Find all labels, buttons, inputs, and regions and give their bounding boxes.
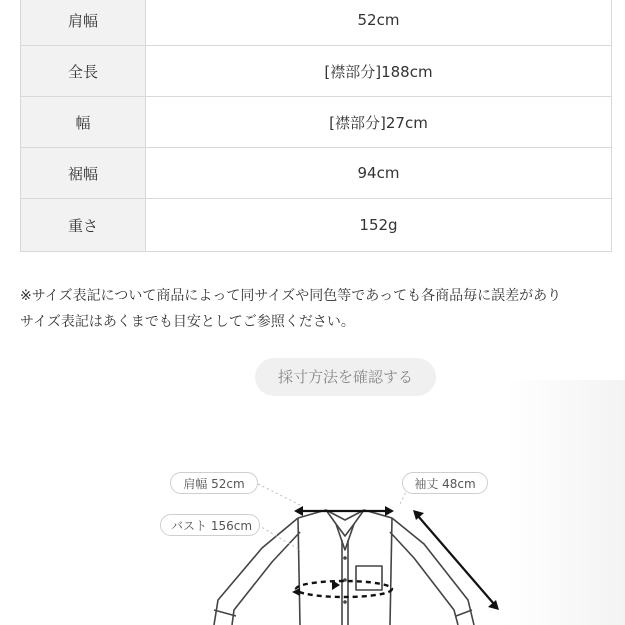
row-label: 重さ <box>21 199 146 252</box>
size-note <box>20 283 625 335</box>
note-line-1: ※サイズ表記について商品によって同サイズや同色等であっても各商品毎に誤差があり <box>20 288 562 304</box>
row-label: 全長 <box>21 46 146 97</box>
table-row <box>21 148 612 199</box>
table-row <box>21 46 612 97</box>
row-value: [襟部分]188cm <box>146 46 612 97</box>
table-row <box>21 199 612 252</box>
row-label: 肩幅 <box>21 0 146 46</box>
shoulder-width-label: 肩幅 52cm <box>170 472 258 494</box>
measure-method-button[interactable]: 採寸方法を確認する <box>255 358 436 396</box>
measurement-diagram <box>0 440 625 625</box>
shirt-illustration <box>0 440 625 625</box>
row-value: 52cm <box>146 0 612 46</box>
bust-label: バスト 156cm <box>160 514 260 536</box>
row-value: 152g <box>146 199 612 252</box>
sleeve-length-label: 袖丈 48cm <box>402 472 488 494</box>
row-label: 幅 <box>21 97 146 148</box>
row-label: 裾幅 <box>21 148 146 199</box>
table-row <box>21 97 612 148</box>
size-table <box>20 0 612 252</box>
row-value: [襟部分]27cm <box>146 97 612 148</box>
row-value: 94cm <box>146 148 612 199</box>
table-row <box>21 0 612 46</box>
note-line-2: サイズ表記はあくまでも目安としてご参照ください。 <box>20 314 355 330</box>
